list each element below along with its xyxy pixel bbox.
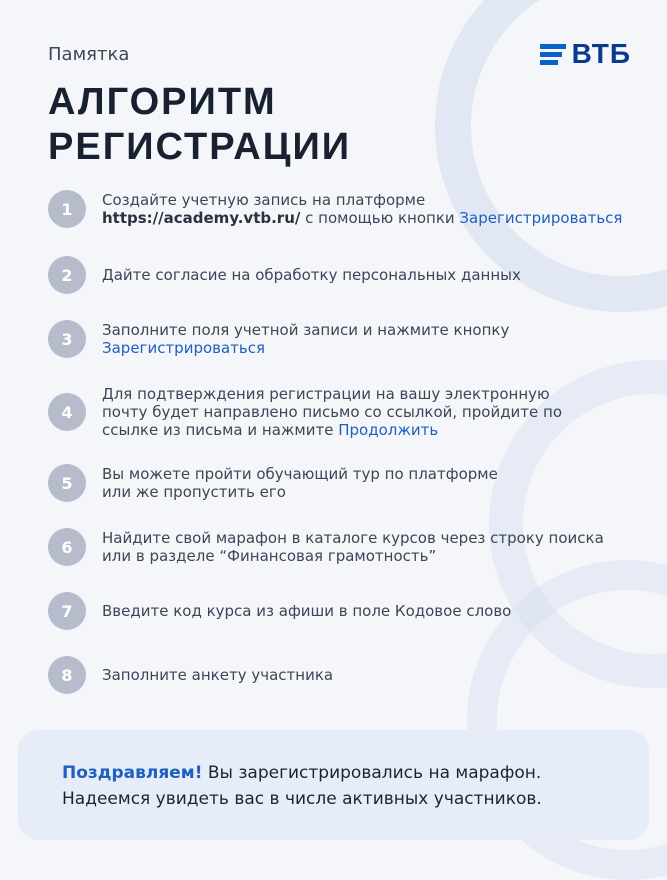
register-link[interactable]: Зарегистрироваться — [102, 339, 266, 357]
step-6 — [48, 528, 604, 566]
step-text: Создайте учетную запись на платформе https://academy.vtb.ru/ с помощью кнопки Зарегистрироваться — [102, 191, 623, 227]
continue-link[interactable]: Продолжить — [338, 421, 439, 439]
step-8 — [48, 656, 333, 694]
step-number: 1 — [48, 190, 86, 228]
step-5 — [48, 464, 498, 502]
step-text: Для подтверждения регистрации на вашу электронную почту будет направлено письмо со ссылкой, пройдите по ссылке из письма и нажмите Продолжить — [102, 385, 563, 439]
step-number: 4 — [48, 393, 86, 431]
step-number: 2 — [48, 256, 86, 294]
step-7 — [48, 592, 511, 630]
step-number: 7 — [48, 592, 86, 630]
logo-stripes-icon — [540, 44, 566, 65]
step-text: Заполните поля учетной записи и нажмите кнопку Зарегистрироваться — [102, 321, 510, 357]
step-text: Дайте согласие на обработку персональных данных — [102, 266, 521, 284]
logo-text: ВТБ — [571, 38, 631, 69]
step-2 — [48, 256, 521, 294]
congrats-banner — [18, 730, 649, 840]
step-number: 3 — [48, 320, 86, 358]
vtb-logo — [540, 38, 631, 70]
step-number: 6 — [48, 528, 86, 566]
step-text: Найдите свой марафон в каталоге курсов через строку поиска или в разделе “Финансовая грамотность” — [102, 529, 604, 565]
step-number: 8 — [48, 656, 86, 694]
step-1 — [48, 190, 622, 228]
step-text: Введите код курса из афиши в поле Кодовое слово — [102, 602, 512, 620]
platform-link[interactable]: https://academy.vtb.ru/ — [102, 209, 301, 227]
register-link[interactable]: Зарегистрироваться — [459, 209, 623, 227]
step-3 — [48, 320, 509, 358]
step-text: Заполните анкету участника — [102, 666, 334, 684]
step-4 — [48, 385, 562, 439]
step-number: 5 — [48, 464, 86, 502]
banner-text: Поздравляем! Вы зарегистрировались на марафон. Надеемся увидеть вас в числе активных участников. — [62, 763, 542, 809]
memo-label: Памятка — [48, 44, 130, 65]
step-text: Вы можете пройти обучающий тур по платформе или же пропустить его — [102, 465, 498, 501]
page-title: АЛГОРИТМ РЕГИСТРАЦИИ — [48, 81, 352, 168]
